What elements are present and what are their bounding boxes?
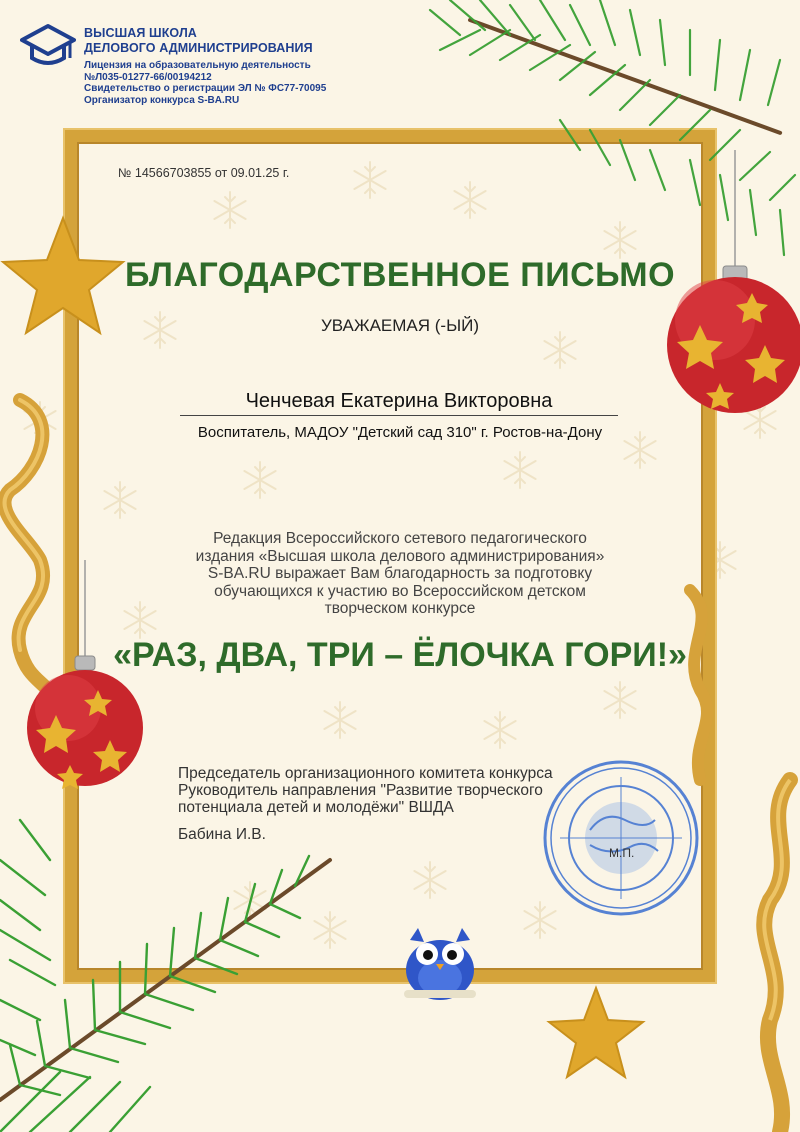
fir-branch-icon [470,20,780,133]
signature-line: Руководитель направления "Развитие творческого [178,782,543,799]
document-title: БЛАГОДАРСТВЕННОЕ ПИСЬМО [124,256,676,294]
greeting: УВАЖАЕМАЯ (-ЫЙ) [320,316,480,335]
license-label: Лицензия на образовательную деятельность [84,60,311,71]
body-line: Редакция Всероссийского сетевого педагогического [213,530,587,547]
appreciation-text [150,530,650,618]
contest-organizer: Организатор конкурса S-BA.RU [84,94,240,106]
stamp-label: М.П. [609,846,635,860]
body-line: обучающихся к участию во Всероссийском детском [214,582,586,600]
gold-star-icon [549,988,643,1077]
body-line: творческом конкурсе [324,600,476,617]
contest-name: «РАЗ, ДВА, ТРИ – ЁЛОЧКА ГОРИ!» [113,636,687,674]
recipient-position: Воспитатель, МАДОУ "Детский сад 310" г. Ростов-на-Дону [197,424,603,441]
body-line: издания «Высшая школа делового администрирования» [195,547,605,565]
owl-mascot-icon [404,928,476,1000]
graduation-cap-icon [20,22,76,70]
official-stamp-icon [545,762,697,914]
document-number: № 14566703855 от 09.01.25 г. [118,166,290,180]
org-name-line2: ДЕЛОВОГО АДМИНИСТРИРОВАНИЯ [84,41,313,55]
body-line: S-BA.RU выражает Вам благодарность за подготовку [207,565,593,582]
signatory-name: Бабина И.В. [178,826,266,843]
signature-line: Председатель организационного комитета конкурса [178,765,553,782]
signatory-title [178,765,553,816]
organization-logo [84,26,326,106]
recipient-name: Ченчевая Екатерина Викторовна [180,390,618,416]
signature-line: потенциала детей и молодёжи" ВШДА [178,799,454,816]
license-number: №Л035-01277-66/00194212 [84,71,212,83]
registration-certificate: Свидетельство о регистрации ЭЛ № ФС77-70095 [84,83,327,94]
org-name-line1: ВЫСШАЯ ШКОЛА [84,26,197,40]
christmas-ornament-icon [667,277,800,413]
christmas-ornament-icon [27,670,143,789]
